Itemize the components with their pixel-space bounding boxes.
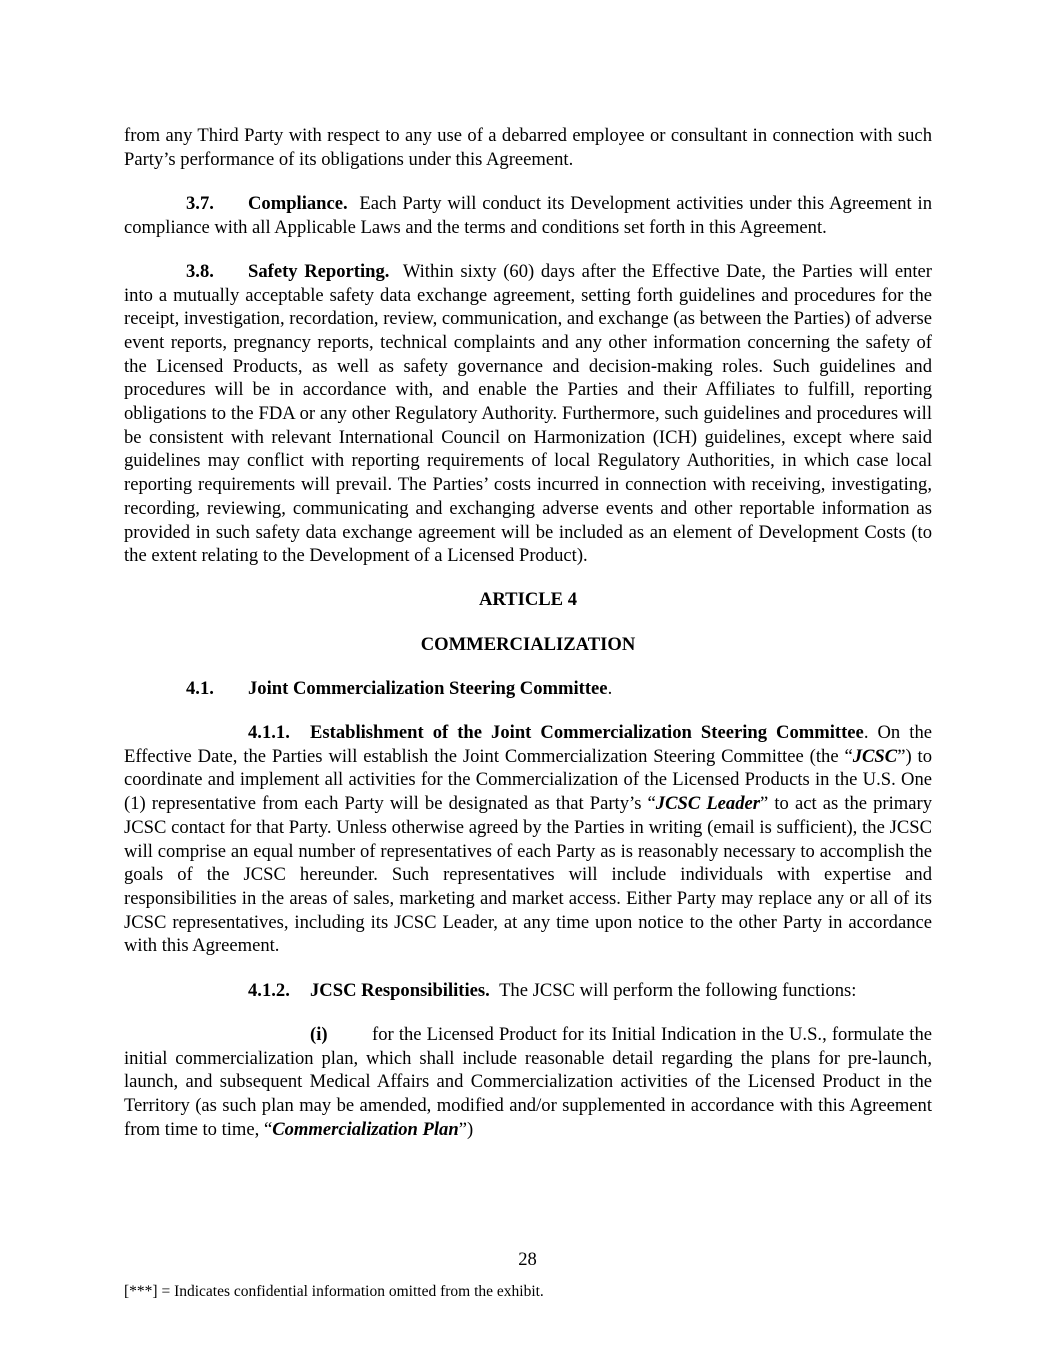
- section-4-1: [124, 677, 932, 701]
- section-heading: Compliance.: [248, 192, 348, 214]
- section-heading: Joint Commercialization Steering Committee: [248, 677, 608, 699]
- section-heading: Establishment of the Joint Commercialization Steering Committee: [310, 722, 864, 744]
- section-number: 3.7.: [186, 192, 214, 214]
- article-number: ARTICLE 4: [478, 589, 578, 611]
- defined-term-jcsc: JCSC: [852, 745, 898, 767]
- section-3-7: [124, 192, 932, 239]
- section-3-8: [124, 260, 932, 568]
- list-item-number: (i): [310, 1023, 328, 1045]
- document-body: [124, 124, 932, 1141]
- section-heading: JCSC Responsibilities.: [310, 979, 490, 1001]
- page-number: 28: [518, 1249, 537, 1270]
- section-heading: Safety Reporting.: [248, 260, 390, 282]
- section-text: Within sixty (60) days after the Effective Date, the Parties will enter into a mutually acceptable safety data exchange agreement, setting forth guidelines and procedures for the receipt, investigation, recordation, review, communication, and exchange (as between the Parties) of adverse event reports, pregnancy reports, technical complaints and any other information concerning the safety of the Licensed Products, as well as safety governance and decision-making roles. Such guidelines and procedures will be in accordance with, and enable the Parties and their Affiliates to fulfill, reporting obligations to the FDA or any other Regulatory Authority. Furthermore, such guidelines and procedures will be consistent with relevant International Council on Harmonization (ICH) guidelines, except where said guidelines may conflict with reporting requirements of local Regulatory Authorities, in which case local reporting requirements will prevail. The Parties’ costs incurred in connection with receiving, investigating, recording, reviewing, communicating and exchanging adverse events and other reportable information as provided in such safety data exchange agreement will be included as an element of Development Costs (to the extent relating to the Development of a Licensed Product).: [124, 260, 933, 567]
- section-4-1-2: [124, 979, 932, 1003]
- defined-term-jcsc-leader: JCSC Leader: [655, 793, 761, 815]
- list-item-text: for the Licensed Product for its Initial Indication in the U.S., formulate the initial commercialization plan, which shall include reasonable detail regarding the plans for pre-launch, launch, and subsequent Medical Affairs and Commercialization activities of the Licensed Product in the Territory (as such plan may be amended, modified and/or supplemented in accordance with this Agreement from time to time, “: [124, 1023, 932, 1140]
- defined-term-commercialization-plan: Commercialization Plan: [272, 1118, 459, 1140]
- section-number: 4.1.1.: [248, 722, 290, 744]
- article-title: COMMERCIALIZATION: [420, 633, 636, 655]
- section-text: ” to act as the primary JCSC contact for that Party. Unless otherwise agreed by the Parties in writing (email is sufficient), the JCSC will comprise an equal number of representatives of each Party as is reasonably necessary to accomplish the goals of the JCSC hereunder. Such representatives will include individuals with expertise and responsibilities in the areas of sales, marketing and market access. Either Party may replace any or all of its JCSC representatives, including its JCSC Leader, at any time upon notice to the other Party in accordance with this Agreement.: [124, 793, 932, 957]
- list-item-text: ”): [458, 1118, 474, 1140]
- section-text: . On the Effective Date, the Parties will establish the Joint Commercialization Steering Committee (the “: [124, 722, 932, 767]
- section-4-1-1: [124, 721, 932, 958]
- section-text: ”) to coordinate and implement all activities for the Commercialization of the Licensed Products in the U.S. One (1) representative from each Party will be designated as that Party’s “: [124, 745, 932, 815]
- section-number: 4.1.2.: [248, 979, 290, 1001]
- section-number: 4.1.: [186, 677, 214, 699]
- list-item-i: [124, 1023, 932, 1142]
- footnote: [***] = Indicates confidential information omitted from the exhibit.: [124, 1283, 544, 1300]
- paragraph-continuation: from any Third Party with respect to any use of a debarred employee or consultant in connection with such Party’s performance of its obligations under this Agreement.: [124, 125, 932, 170]
- section-number: 3.8.: [186, 260, 214, 282]
- section-text: The JCSC will perform the following functions:: [499, 979, 857, 1001]
- section-text: Each Party will conduct its Development activities under this Agreement in compliance with all Applicable Laws and the terms and conditions set forth in this Agreement.: [124, 192, 932, 238]
- section-punctuation: .: [607, 677, 613, 699]
